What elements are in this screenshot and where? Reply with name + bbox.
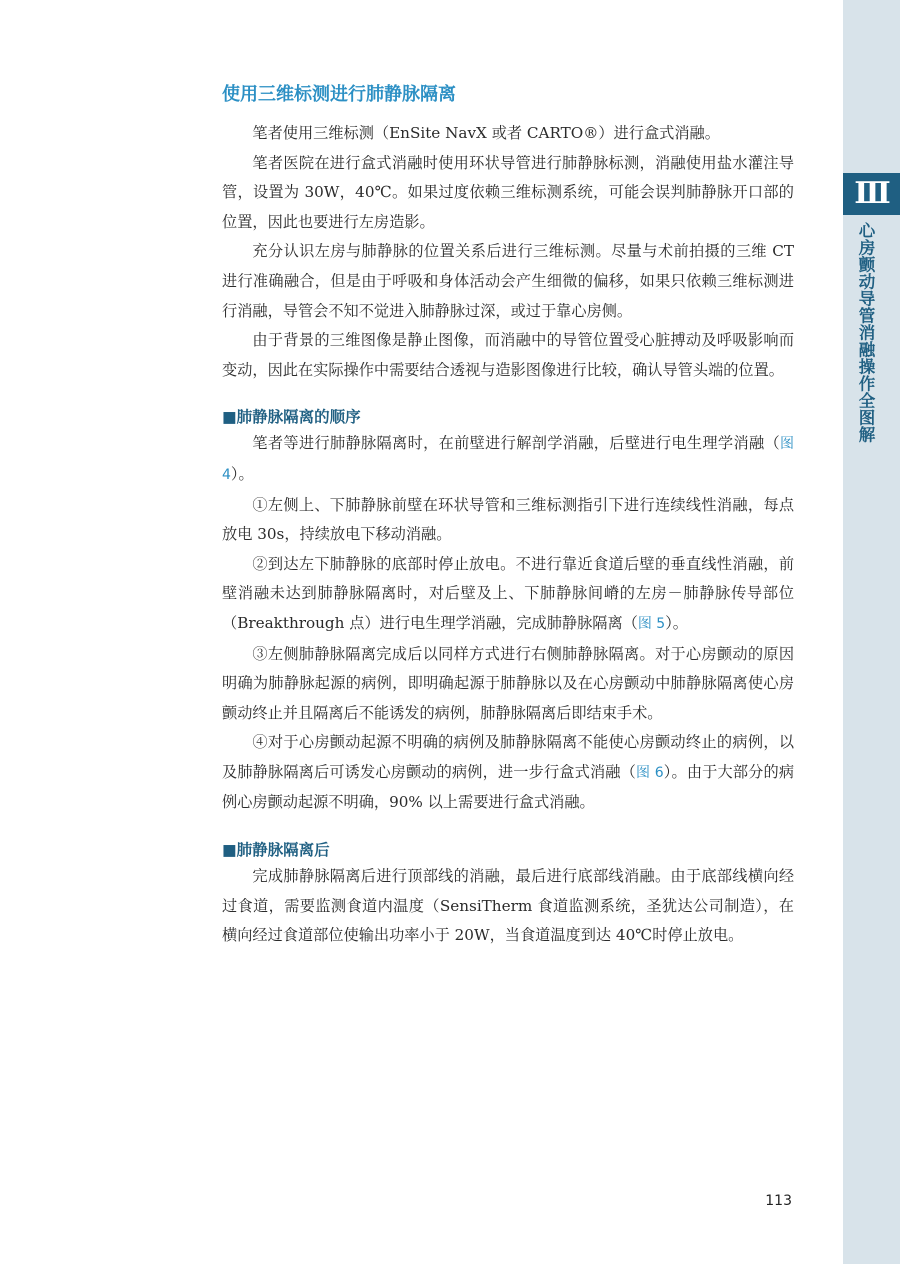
paragraph: 充分认识左房与肺静脉的位置关系后进行三维标测。尽量与术前拍摄的三维 CT 进行准确融合，但是由于呼吸和身体活动会产生细微的偏移，如果只依赖三维标测进行消融，导管会不知不觉进入肺静脉过深，或过于靠心房侧。 xyxy=(222,242,794,320)
paragraph: 笔者等进行肺静脉隔离时，在前壁进行解剖学消融，后壁进行电生理学消融（图 4）。 xyxy=(222,434,794,483)
chapter-side-title: 心房颤动导管消融操作全图解 xyxy=(856,222,875,443)
figure-reference-4: 图 4 xyxy=(222,436,794,483)
square-bullet-icon: ■ xyxy=(222,841,237,860)
subsection-heading-isolation-order xyxy=(222,405,794,429)
section-heading-3d-mapping: 使用三维标测进行肺静脉隔离 xyxy=(222,84,456,105)
paragraph: ②到达左下肺静脉的底部时停止放电。不进行靠近食道后壁的垂直线性消融，前壁消融未达到肺静脉隔离时，对后壁及上、下肺静脉间嵴的左房－肺静脉传导部位（Breakthrough 点）进行电生理学消融，完成肺静脉隔离（图 5）。 xyxy=(222,554,794,632)
figure-reference-5: 图 5 xyxy=(637,615,666,632)
subsection-heading-after-isolation xyxy=(222,838,794,862)
paragraph: 完成肺静脉隔离后进行顶部线的消融，最后进行底部线消融。由于底部线横向经过食道，需要监测食道内温度（SensiTherm 食道监测系统，圣犹达公司制造），在横向经过食道部位使输出功率小于 20W，当食道温度到达 40℃时停止放电。 xyxy=(222,867,794,945)
paragraph: ①左侧上、下肺静脉前壁在环状导管和三维标测指引下进行连续线性消融，每点放电 30s，持续放电下移动消融。 xyxy=(222,495,794,544)
page-number: 113 xyxy=(765,1193,792,1209)
square-bullet-icon: ■ xyxy=(222,408,237,427)
subsection-heading-text: 肺静脉隔离后 xyxy=(236,841,330,860)
paragraph: 笔者医院在进行盒式消融时使用环状导管进行肺静脉标测，消融使用盐水灌注导管，设置为 30W，40℃。如果过度依赖三维标测系统，可能会误判肺静脉开口部的位置，因此也要进行左房造影。 xyxy=(222,153,794,231)
paragraph: ③左侧肺静脉隔离完成后以同样方式进行右侧肺静脉隔离。对于心房颤动的原因明确为肺静脉起源的病例，即明确起源于肺静脉以及在心房颤动中肺静脉隔离使心房颤动终止并且隔离后不能诱发的病例，肺静脉隔离后即结束手术。 xyxy=(222,644,794,722)
figure-reference-6: 图 6 xyxy=(635,764,664,781)
paragraph: 笔者使用三维标测（EnSite NavX 或者 CARTO®）进行盒式消融。 xyxy=(252,124,720,142)
subsection-heading-text: 肺静脉隔离的顺序 xyxy=(236,408,361,427)
page-content xyxy=(222,82,794,951)
paragraph: ④对于心房颤动起源不明确的病例及肺静脉隔离不能使心房颤动终止的病例，以及肺静脉隔离后可诱发心房颤动的病例，进一步行盒式消融（图 6）。由于大部分的病例心房颤动起源不明确，90% 以上需要进行盒式消融。 xyxy=(222,733,795,812)
chapter-numeral-badge: Ⅲ xyxy=(843,173,900,215)
paragraph: 由于背景的三维图像是静止图像，而消融中的导管位置受心脏搏动及呼吸影响而变动，因此在实际操作中需要结合透视与造影图像进行比较，确认导管头端的位置。 xyxy=(222,331,794,379)
